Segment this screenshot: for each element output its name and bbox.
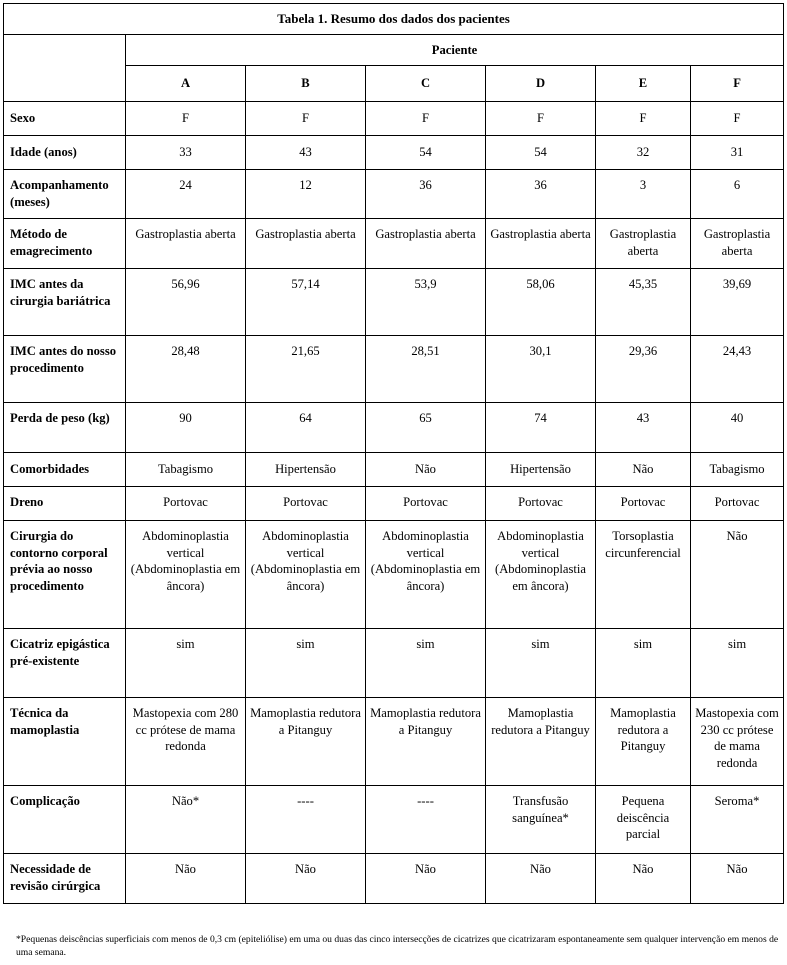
table-cell: 64 bbox=[246, 403, 366, 453]
table-cell: Portovac bbox=[596, 487, 691, 521]
row-label: Técnica da mamoplastia bbox=[4, 698, 126, 786]
table-cell: Não bbox=[486, 854, 596, 904]
table-cell: 39,69 bbox=[691, 269, 784, 336]
table-cell: Não bbox=[366, 854, 486, 904]
table-cell: Abdominoplastia vertical (Abdominoplastia em âncora) bbox=[126, 521, 246, 629]
table-cell: Hipertensão bbox=[486, 453, 596, 487]
table-cell: Hipertensão bbox=[246, 453, 366, 487]
table-cell: sim bbox=[246, 629, 366, 698]
table-row bbox=[4, 698, 784, 786]
table-cell: 32 bbox=[596, 136, 691, 170]
table-cell: 54 bbox=[486, 136, 596, 170]
row-label: IMC antes do nosso procedimento bbox=[4, 336, 126, 403]
table-cell: Torsoplastia circunferencial bbox=[596, 521, 691, 629]
table-cell: Mastopexia com 280 cc prótese de mama redonda bbox=[126, 698, 246, 786]
table-row bbox=[4, 786, 784, 854]
table-cell: Mastopexia com 230 cc prótese de mama redonda bbox=[691, 698, 784, 786]
column-header: C bbox=[366, 66, 486, 102]
table-cell: 74 bbox=[486, 403, 596, 453]
column-header: D bbox=[486, 66, 596, 102]
table-cell: 30,1 bbox=[486, 336, 596, 403]
table-cell: Não bbox=[596, 453, 691, 487]
table-cell: Gastroplastia aberta bbox=[366, 219, 486, 269]
table-cell: 45,35 bbox=[596, 269, 691, 336]
footnote: *Pequenas deiscências superficiais com menos de 0,3 cm (epiteliólise) em uma ou duas das cinco intersecções de cicatrizes que cicatrizaram espontaneamente sem qualquer intervenção em menos de uma semana. bbox=[16, 934, 779, 958]
table-cell: Tabagismo bbox=[691, 453, 784, 487]
table-cell: F bbox=[596, 102, 691, 136]
table-cell: Não* bbox=[126, 786, 246, 854]
table-cell: Não bbox=[596, 854, 691, 904]
table-row bbox=[4, 219, 784, 269]
table-cell: 43 bbox=[246, 136, 366, 170]
table-cell: 54 bbox=[366, 136, 486, 170]
table-cell: Mamoplastia redutora a Pitanguy bbox=[246, 698, 366, 786]
row-label: Perda de peso (kg) bbox=[4, 403, 126, 453]
table-cell: 90 bbox=[126, 403, 246, 453]
table-cell: ---- bbox=[366, 786, 486, 854]
row-label: Comorbidades bbox=[4, 453, 126, 487]
column-header: F bbox=[691, 66, 784, 102]
table-row bbox=[4, 269, 784, 336]
table-cell: F bbox=[246, 102, 366, 136]
table-cell: 33 bbox=[126, 136, 246, 170]
table-cell: Gastroplastia aberta bbox=[691, 219, 784, 269]
table-cell: 36 bbox=[366, 170, 486, 219]
table-cell: Portovac bbox=[691, 487, 784, 521]
table-row bbox=[4, 136, 784, 170]
table-cell: Portovac bbox=[126, 487, 246, 521]
table-cell: 24 bbox=[126, 170, 246, 219]
row-label: Método de emagrecimento bbox=[4, 219, 126, 269]
table-cell: Transfusão sanguínea* bbox=[486, 786, 596, 854]
table-cell: Não bbox=[126, 854, 246, 904]
patients-table bbox=[3, 3, 784, 904]
table-cell: Abdominoplastia vertical (Abdominoplastia em âncora) bbox=[366, 521, 486, 629]
table-cell: Gastroplastia aberta bbox=[596, 219, 691, 269]
table-row bbox=[4, 487, 784, 521]
table-cell: Tabagismo bbox=[126, 453, 246, 487]
table-cell: Gastroplastia aberta bbox=[246, 219, 366, 269]
table-cell: 31 bbox=[691, 136, 784, 170]
table-cell: 36 bbox=[486, 170, 596, 219]
table-cell: Não bbox=[246, 854, 366, 904]
table-cell: sim bbox=[691, 629, 784, 698]
table-cell: Portovac bbox=[486, 487, 596, 521]
table-cell: sim bbox=[486, 629, 596, 698]
table-cell: sim bbox=[126, 629, 246, 698]
table-cell: ---- bbox=[246, 786, 366, 854]
table-cell: sim bbox=[596, 629, 691, 698]
table-cell: F bbox=[126, 102, 246, 136]
table-cell: Mamoplastia redutora a Pitanguy bbox=[486, 698, 596, 786]
table-cell: 28,51 bbox=[366, 336, 486, 403]
column-header: E bbox=[596, 66, 691, 102]
row-label: Dreno bbox=[4, 487, 126, 521]
table-cell: Não bbox=[691, 521, 784, 629]
table-cell: Não bbox=[691, 854, 784, 904]
table-row bbox=[4, 102, 784, 136]
row-label: IMC antes da cirurgia bariátrica bbox=[4, 269, 126, 336]
table-cell: Pequena deiscência parcial bbox=[596, 786, 691, 854]
table-cell: F bbox=[486, 102, 596, 136]
row-label: Sexo bbox=[4, 102, 126, 136]
table-row bbox=[4, 403, 784, 453]
table-cell: Abdominoplastia vertical (Abdominoplastia em âncora) bbox=[486, 521, 596, 629]
table-cell: F bbox=[691, 102, 784, 136]
row-label: Complicação bbox=[4, 786, 126, 854]
table-cell: Portovac bbox=[246, 487, 366, 521]
row-label: Necessidade de revisão cirúrgica bbox=[4, 854, 126, 904]
row-label: Idade (anos) bbox=[4, 136, 126, 170]
table-cell: Não bbox=[366, 453, 486, 487]
table-cell: 6 bbox=[691, 170, 784, 219]
table-row bbox=[4, 521, 784, 629]
table-row bbox=[4, 854, 784, 904]
table-title: Tabela 1. Resumo dos dados dos pacientes bbox=[4, 4, 784, 35]
table-cell: Mamoplastia redutora a Pitanguy bbox=[596, 698, 691, 786]
table-cell: F bbox=[366, 102, 486, 136]
table-cell: sim bbox=[366, 629, 486, 698]
table-cell: 58,06 bbox=[486, 269, 596, 336]
column-header: A bbox=[126, 66, 246, 102]
table-cell: Gastroplastia aberta bbox=[486, 219, 596, 269]
table-cell: 21,65 bbox=[246, 336, 366, 403]
table-cell: Portovac bbox=[366, 487, 486, 521]
group-header: Paciente bbox=[126, 35, 784, 66]
table-cell: 56,96 bbox=[126, 269, 246, 336]
table-row bbox=[4, 336, 784, 403]
table-cell: 43 bbox=[596, 403, 691, 453]
table-row bbox=[4, 170, 784, 219]
table-cell: Mamoplastia redutora a Pitanguy bbox=[366, 698, 486, 786]
table-cell: 24,43 bbox=[691, 336, 784, 403]
table-cell: Seroma* bbox=[691, 786, 784, 854]
row-label: Cirurgia do contorno corporal prévia ao nosso procedimento bbox=[4, 521, 126, 629]
table-cell: 65 bbox=[366, 403, 486, 453]
table-cell: 53,9 bbox=[366, 269, 486, 336]
table-cell: Abdominoplastia vertical (Abdominoplastia em âncora) bbox=[246, 521, 366, 629]
row-label: Cicatriz epigástica pré-existente bbox=[4, 629, 126, 698]
table-cell: 12 bbox=[246, 170, 366, 219]
table-cell: 40 bbox=[691, 403, 784, 453]
table-cell: 29,36 bbox=[596, 336, 691, 403]
corner-cell bbox=[4, 35, 126, 102]
table-cell: 28,48 bbox=[126, 336, 246, 403]
column-header: B bbox=[246, 66, 366, 102]
table-cell: 3 bbox=[596, 170, 691, 219]
table-cell: Gastroplastia aberta bbox=[126, 219, 246, 269]
table-row bbox=[4, 629, 784, 698]
table-cell: 57,14 bbox=[246, 269, 366, 336]
row-label: Acompanhamento (meses) bbox=[4, 170, 126, 219]
table-row bbox=[4, 453, 784, 487]
